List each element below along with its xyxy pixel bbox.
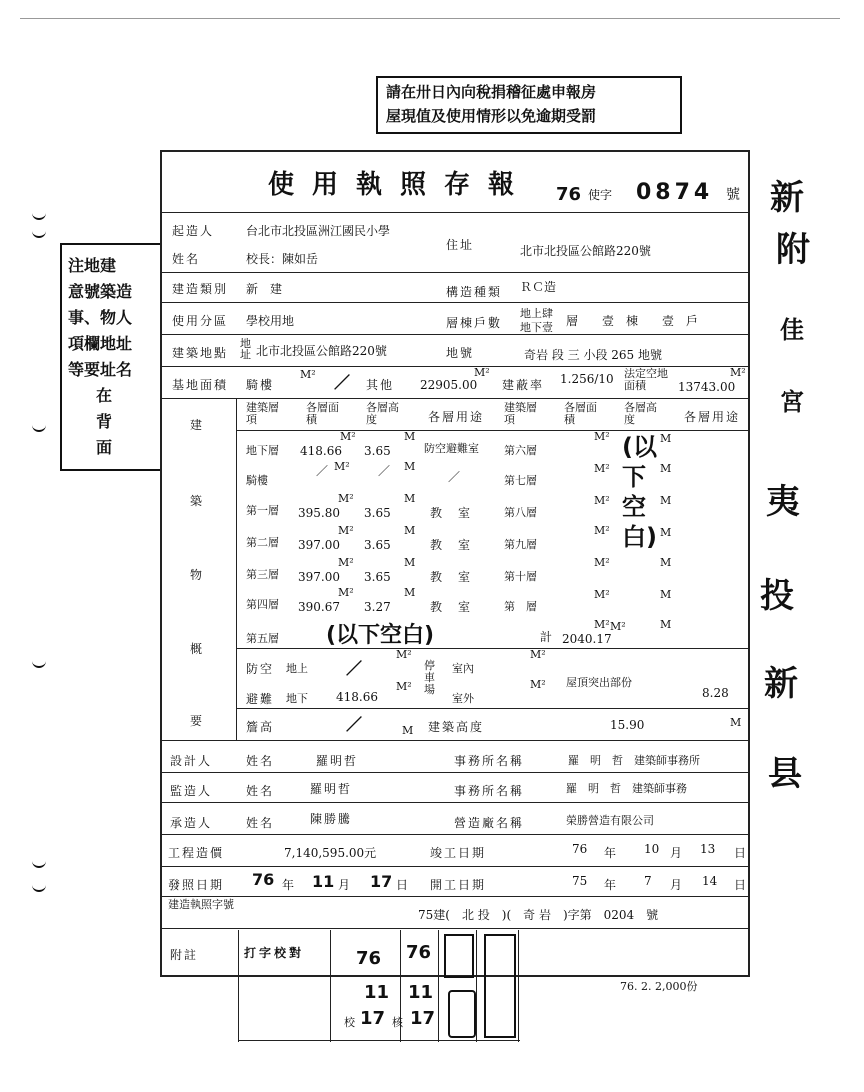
floor-name-r: 第八層 [504,506,537,519]
contractor-firm-value: 榮勝營造有限公司 [566,814,654,827]
row-line [236,430,750,431]
floor-use: 防空避難室 [424,442,479,455]
row-line [160,866,750,867]
approval-seal [484,934,516,1038]
complete-day: 13 [700,842,716,856]
month-unit: 月 [670,846,685,860]
shelter-below: 地下 [286,692,308,705]
unit-m2: M² [300,368,316,381]
contractor-name: 陳勝騰 [310,812,353,826]
floor-use: 教 室 [430,570,473,584]
side-char: 宮 [780,387,804,416]
floor-name: 騎樓 [246,474,268,487]
builder-rep-value: 校長：陳如岳 [246,252,319,266]
notes-chk1: 校 [344,1016,355,1029]
unit-m: M [660,588,672,601]
row-line [160,212,750,213]
permit-no-label: 建造執照字號 [168,898,234,911]
unit-m2: M² [338,524,354,537]
unit-m: M [730,716,742,729]
unit-m: M [660,618,672,631]
frame-left [160,150,162,976]
indoor-label: 室內 [452,662,474,675]
site-location-label: 建築地點 [172,346,229,360]
unit-m2: M² [530,648,546,661]
site-area-label: 基地面積 [172,378,229,392]
air-raid-label: 防空 [246,662,275,676]
unit-m2: M² [730,366,746,379]
print-code: 76. 2. 2,000份 [620,980,698,993]
unit-m2: M² [338,586,354,599]
floor-use: 教 室 [430,538,473,552]
notes-h1: 76 [356,948,382,969]
floor-name-r: 第九層 [504,538,537,551]
unit-m2: M² [338,492,354,505]
open-space-value: 13743.00 [678,380,736,394]
builder-value: 台北市北投區洲江國民小學 [246,224,391,238]
bldg-label-4: 概 [190,642,205,656]
supervisor-label: 監造人 [170,784,213,798]
floor-name-r: 第七層 [504,474,537,487]
notes-box-line [518,930,519,1042]
floor-name: 第一層 [246,504,279,517]
site-address-value: 北市北投區公館路220號 [256,344,387,358]
bldg-height-value: 15.90 [610,718,645,732]
floor-use: 教 室 [430,506,473,520]
unit-m: M [660,556,672,569]
unit-m2: M² [530,678,546,691]
col-floor-header: 建築層項 [246,401,279,426]
row-line [160,802,750,803]
stamp-line1a: 請在 [386,83,417,101]
issue-year: 76 [252,870,275,889]
bldg-label-2: 築 [190,494,205,508]
notes-handwritten: 打字校對 [244,946,305,960]
designer-office-label: 事務所名稱 [454,754,525,768]
complete-year: 76 [572,842,588,856]
air-raid-above-value: ／ [346,659,363,678]
floor-name: 第五層 [246,632,279,645]
blank-annotation-right: (以下空白) [622,433,657,551]
unit-m: M [404,556,416,569]
cost-value: 7,140,595.00元 [284,846,377,860]
notes-box-line [476,930,477,1042]
floors-above-value: 地上肆 [520,307,553,320]
unit-m2: M² [340,430,356,443]
bldg-height-label: 建築高度 [428,720,485,734]
unit-m2: M² [594,430,610,443]
row-line [160,302,750,303]
unit-m2: M² [594,462,610,475]
stamp-line2: 屋現值及使用情形以免逾期受罰 [386,107,597,125]
day-unit: 日 [734,846,749,860]
notes-h4: 11 [408,982,434,1003]
blank-annotation-mid: (以下空白) [326,623,435,648]
lot-value: 奇岩 段 三 小段 265 地號 [524,348,662,362]
site-addr-small-label: 地址 [240,337,251,361]
structure-value: ＲＣ造 [520,280,557,294]
notes-h2: 76 [406,942,432,963]
stamp-left-l7: 背 [96,412,113,431]
issue-month: 11 [312,872,335,891]
issue-day: 17 [370,872,393,891]
address-value: 北市北投區公館路220號 [520,244,651,258]
permit-ref-char: 使字 [588,188,613,202]
page-title: 使用執照存報 [268,170,533,200]
unit-m: M [404,430,416,443]
row-line [160,334,750,335]
month-unit: 月 [338,878,353,892]
floor-name: 第四層 [246,598,279,611]
unit-m: M [660,432,672,445]
floor-name: 地下層 [246,444,279,457]
unit-m2: M² [338,556,354,569]
side-char: 投 [760,576,794,616]
binder-mark [32,884,46,892]
approval-seal [448,990,476,1038]
col-area-header: 各層面積 [306,401,339,426]
row-line [236,708,750,709]
coverage-value: 1.256/10 [560,372,614,386]
col-use-header-r: 各層用途 [684,410,741,424]
unit-m2: M² [396,648,412,661]
unit-m: M [660,462,672,475]
floor-area: 390.67 [298,600,340,614]
cost-label: 工程造價 [168,846,225,860]
floor-use: 教 室 [430,600,473,614]
unit-m: M [404,460,416,473]
floor-height: 3.65 [364,444,391,458]
outdoor-label: 室外 [452,692,474,705]
floor-area: 397.00 [298,538,340,552]
notes-label: 附註 [170,948,199,962]
unit-m: M [404,524,416,537]
col-use-header: 各層用途 [428,410,485,424]
designer-name-label: 姓名 [246,754,275,768]
stamp-left-l3: 事、物人 [68,308,133,327]
total-area-value: 2040.17 [562,632,612,646]
binder-mark [32,212,46,220]
parking-label: 停車場 [424,659,435,696]
permit-no-value: 75建( 北 投 )( 奇 岩 )字第 0204 號 [418,908,659,922]
stamp-left-l8: 面 [96,438,113,457]
total-label: 計 [540,630,555,644]
unit-m2: M² [610,620,626,633]
floors-rest-value: 層 壹 棟 壹 戶 [566,314,699,328]
notes-h3: 11 [364,982,390,1003]
floors-units-label: 層棟戶數 [446,316,503,330]
designer-office-value: 羅 明 哲 建築師事務所 [568,754,700,767]
unit-m: M [660,526,672,539]
row-line [236,648,750,649]
complete-month: 10 [644,842,660,856]
stamp-left-l6: 在 [96,386,113,405]
row-line [160,896,750,897]
notes-h6: 17 [410,1008,436,1029]
bldg-label-5: 要 [190,714,205,728]
binder-mark [32,424,46,432]
row-line [160,398,750,399]
eaves-label: 簷高 [246,720,275,734]
floor-name-r: 第十層 [504,570,537,583]
floor-height: 3.65 [364,506,391,520]
stamp-left-l5: 等要址名 [68,360,133,379]
col-line [236,398,237,740]
start-day: 14 [702,874,718,888]
year-unit: 年 [604,878,619,892]
scan-edge-line [20,18,840,19]
permit-year: 76 [556,184,582,205]
arcade-area-value: ／ [334,373,351,392]
unit-m: M [404,586,416,599]
year-unit: 年 [282,878,297,892]
unit-m: M [402,724,414,737]
roof-proj-value: 8.28 [702,686,729,700]
binder-mark [32,660,46,668]
contractor-firm-label: 營造廠名稱 [454,816,525,830]
supervisor-office-value: 羅 明 哲 建築師事務 [566,782,687,795]
address-notice-stamp [60,243,162,471]
floor-area: 395.80 [298,506,340,520]
binder-mark [32,860,46,868]
shelter-label: 避難 [246,692,275,706]
notes-box-line [438,930,439,1042]
row-line [160,272,750,273]
legal-open-label: 法定空地面積 [624,367,668,392]
contractor-label: 承造人 [170,816,213,830]
unit-m2: M² [594,618,610,631]
floor-height: 3.65 [364,570,391,584]
address-label: 住址 [446,238,475,252]
arcade-label: 騎樓 [246,378,275,392]
site-total-value: 22905.00 [420,378,478,392]
unit-m: M [660,494,672,507]
build-type-value: 新 建 [246,282,283,296]
floor-name: 第三層 [246,568,279,581]
approval-seal [444,934,474,978]
floors-below-value: 地下壹 [520,321,553,334]
unit-m2: M² [594,556,610,569]
zoning-label: 使用分區 [172,314,229,328]
notes-box-line [238,1040,520,1041]
side-char: 县 [768,754,802,794]
col-area-header-r: 各層面積 [564,401,597,426]
floor-area: ／ [316,464,329,478]
floor-area: 397.00 [298,570,340,584]
coverage-label: 建蔽率 [502,378,545,392]
day-unit: 日 [734,878,749,892]
notes-box-line [238,930,239,1042]
frame-right [748,150,750,976]
unit-m2: M² [594,494,610,507]
bldg-label-3: 物 [190,568,205,582]
row-line [160,928,750,929]
col-height-header-r: 各層高度 [624,401,657,426]
zoning-value: 學校用地 [246,314,295,328]
build-type-label: 建造類別 [172,282,229,296]
notes-chk2: 核 [392,1016,403,1029]
contractor-name-label: 姓名 [246,816,275,830]
row-line [160,740,750,741]
roof-proj-label: 屋頂突出部份 [566,676,632,689]
floor-use: ／ [448,470,461,484]
floor-height: ／ [378,464,391,478]
start-date-label: 開工日期 [430,878,487,892]
reporting-notice-stamp [376,76,682,134]
stamp-days: 卅 [416,83,432,101]
structure-label: 構造種類 [446,285,503,299]
col-floor-header-r: 建築層項 [504,401,537,426]
builder-label: 起造人 [172,224,215,238]
bldg-label-1: 建 [190,418,205,432]
eaves-value: ／ [346,715,363,734]
permit-number: 0874 [636,180,714,205]
supervisor-name-label: 姓名 [246,784,275,798]
start-year: 75 [572,874,588,888]
air-raid-above: 地上 [286,662,308,675]
notes-box-line [330,930,331,1042]
name-label: 姓名 [172,252,201,266]
day-unit: 日 [396,878,411,892]
complete-date-label: 竣工日期 [430,846,487,860]
start-month: 7 [644,874,652,888]
designer-name: 羅明哲 [316,754,359,768]
designer-label: 設計人 [170,754,213,768]
unit-m2: M² [474,366,490,379]
unit-m: M [404,492,416,505]
shelter-below-value: 418.66 [336,690,378,704]
floor-name: 第二層 [246,536,279,549]
unit-m2: M² [396,680,412,693]
stamp-left-l2: 意號築造 [68,282,133,301]
stamp-left-l4: 項欄地址 [68,334,133,353]
supervisor-name: 羅明哲 [310,782,353,796]
side-char: 佳 [780,315,804,344]
side-char: 夷 [766,482,800,522]
row-line [160,772,750,773]
month-unit: 月 [670,878,685,892]
lot-label: 地號 [446,346,475,360]
notes-h5: 17 [360,1008,386,1029]
binder-mark [32,230,46,238]
stamp-line1b: 日內向稅捐稽征處申報房 [431,83,597,101]
permit-suffix: 號 [726,187,740,203]
other-label: 其他 [366,378,395,392]
frame-top [160,150,750,152]
supervisor-office-label: 事務所名稱 [454,784,525,798]
unit-m2: M² [594,588,610,601]
floor-name-r: 第六層 [504,444,537,457]
side-char: 新 [764,664,798,704]
row-line [160,834,750,835]
side-char: 新 [770,178,804,218]
floor-name-r: 第 層 [504,600,537,613]
stamp-left-l1: 注地建 [68,256,117,275]
unit-m2: M² [594,524,610,537]
floor-height: 3.27 [364,600,391,614]
unit-m2: M² [334,460,350,473]
floor-area: 418.66 [300,444,342,458]
side-char: 附 [776,230,810,270]
year-unit: 年 [604,846,619,860]
floor-height: 3.65 [364,538,391,552]
issue-date-label: 發照日期 [168,878,225,892]
col-height-header: 各層高度 [366,401,399,426]
